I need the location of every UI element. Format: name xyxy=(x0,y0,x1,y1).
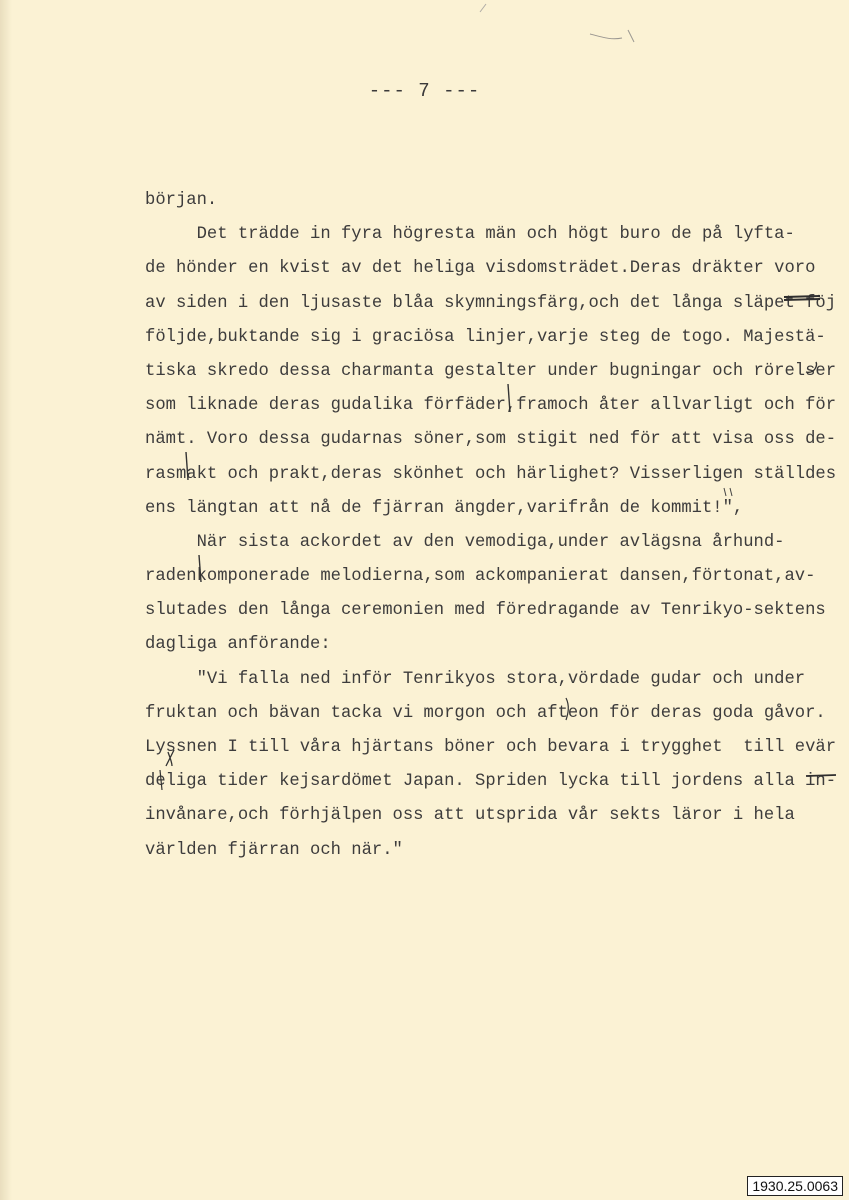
text-line: tiska skredo dessa charmanta gestalter under bugningar och rörelser xyxy=(145,361,837,381)
page-number: --- 7 --- xyxy=(368,80,481,102)
page-edge-shadow xyxy=(0,0,12,1200)
text-line: de hönder en kvist av det heliga visdomsträdet.Deras dräkter voro xyxy=(145,259,816,279)
text-line: När sista ackordet av den vemodiga,under avlägsna århund- xyxy=(145,532,785,552)
text-line: Lyssnen I till våra hjärtans böner och bevara i trygghet till evär xyxy=(145,738,837,757)
text-line: början. xyxy=(145,191,218,210)
text-line: radenkomponerade melodierna,som ackompanierat dansen,förtonat,av- xyxy=(145,567,816,587)
text-line: som liknade deras gudalika förfäder,framoch åter allvarligt och för xyxy=(145,396,837,416)
pencil-scribble xyxy=(628,30,634,42)
text-line: slutades den långa ceremonien med föredragande av Tenrikyo-sektens xyxy=(145,601,826,621)
text-line: invånare,och förhjälpen oss att utsprida vår sekts läror i hela xyxy=(145,806,795,826)
accession-number-label: 1930.25.0063 xyxy=(747,1176,843,1196)
text-line: ens längtan att nå de fjärran ängder,varifrån de kommit!", xyxy=(145,498,744,518)
text-line: "Vi falla ned inför Tenrikyos stora,vördade gudar och under xyxy=(145,669,806,689)
text-line: av siden i den ljusaste blåa skymningsfärg,och det långa släpet föj xyxy=(145,293,837,313)
text-line: rasmakt och prakt,deras skönhet och härlighet? Visserligen ställdes xyxy=(145,464,837,484)
text-line: dagliga anförande: xyxy=(145,635,331,655)
text-line: världen fjärran och när." xyxy=(145,840,403,860)
pencil-scribble xyxy=(590,34,622,39)
text-line: följde,buktande sig i graciösa linjer,varje steg de togo. Majestä- xyxy=(145,327,826,347)
text-line: Det trädde in fyra högresta män och högt buro de på lyfta- xyxy=(145,225,795,245)
typewritten-body xyxy=(145,184,835,868)
text-line: fruktan och bävan tacka vi morgon och afteon för deras goda gåvor. xyxy=(145,703,826,723)
pencil-scribble xyxy=(480,4,486,12)
text-line: nämt. Voro dessa gudarnas söner,som stigit ned för att visa oss de- xyxy=(145,430,837,450)
text-line: deliga tider kejsardömet Japan. Spriden lycka till jordens alla in- xyxy=(145,772,837,792)
